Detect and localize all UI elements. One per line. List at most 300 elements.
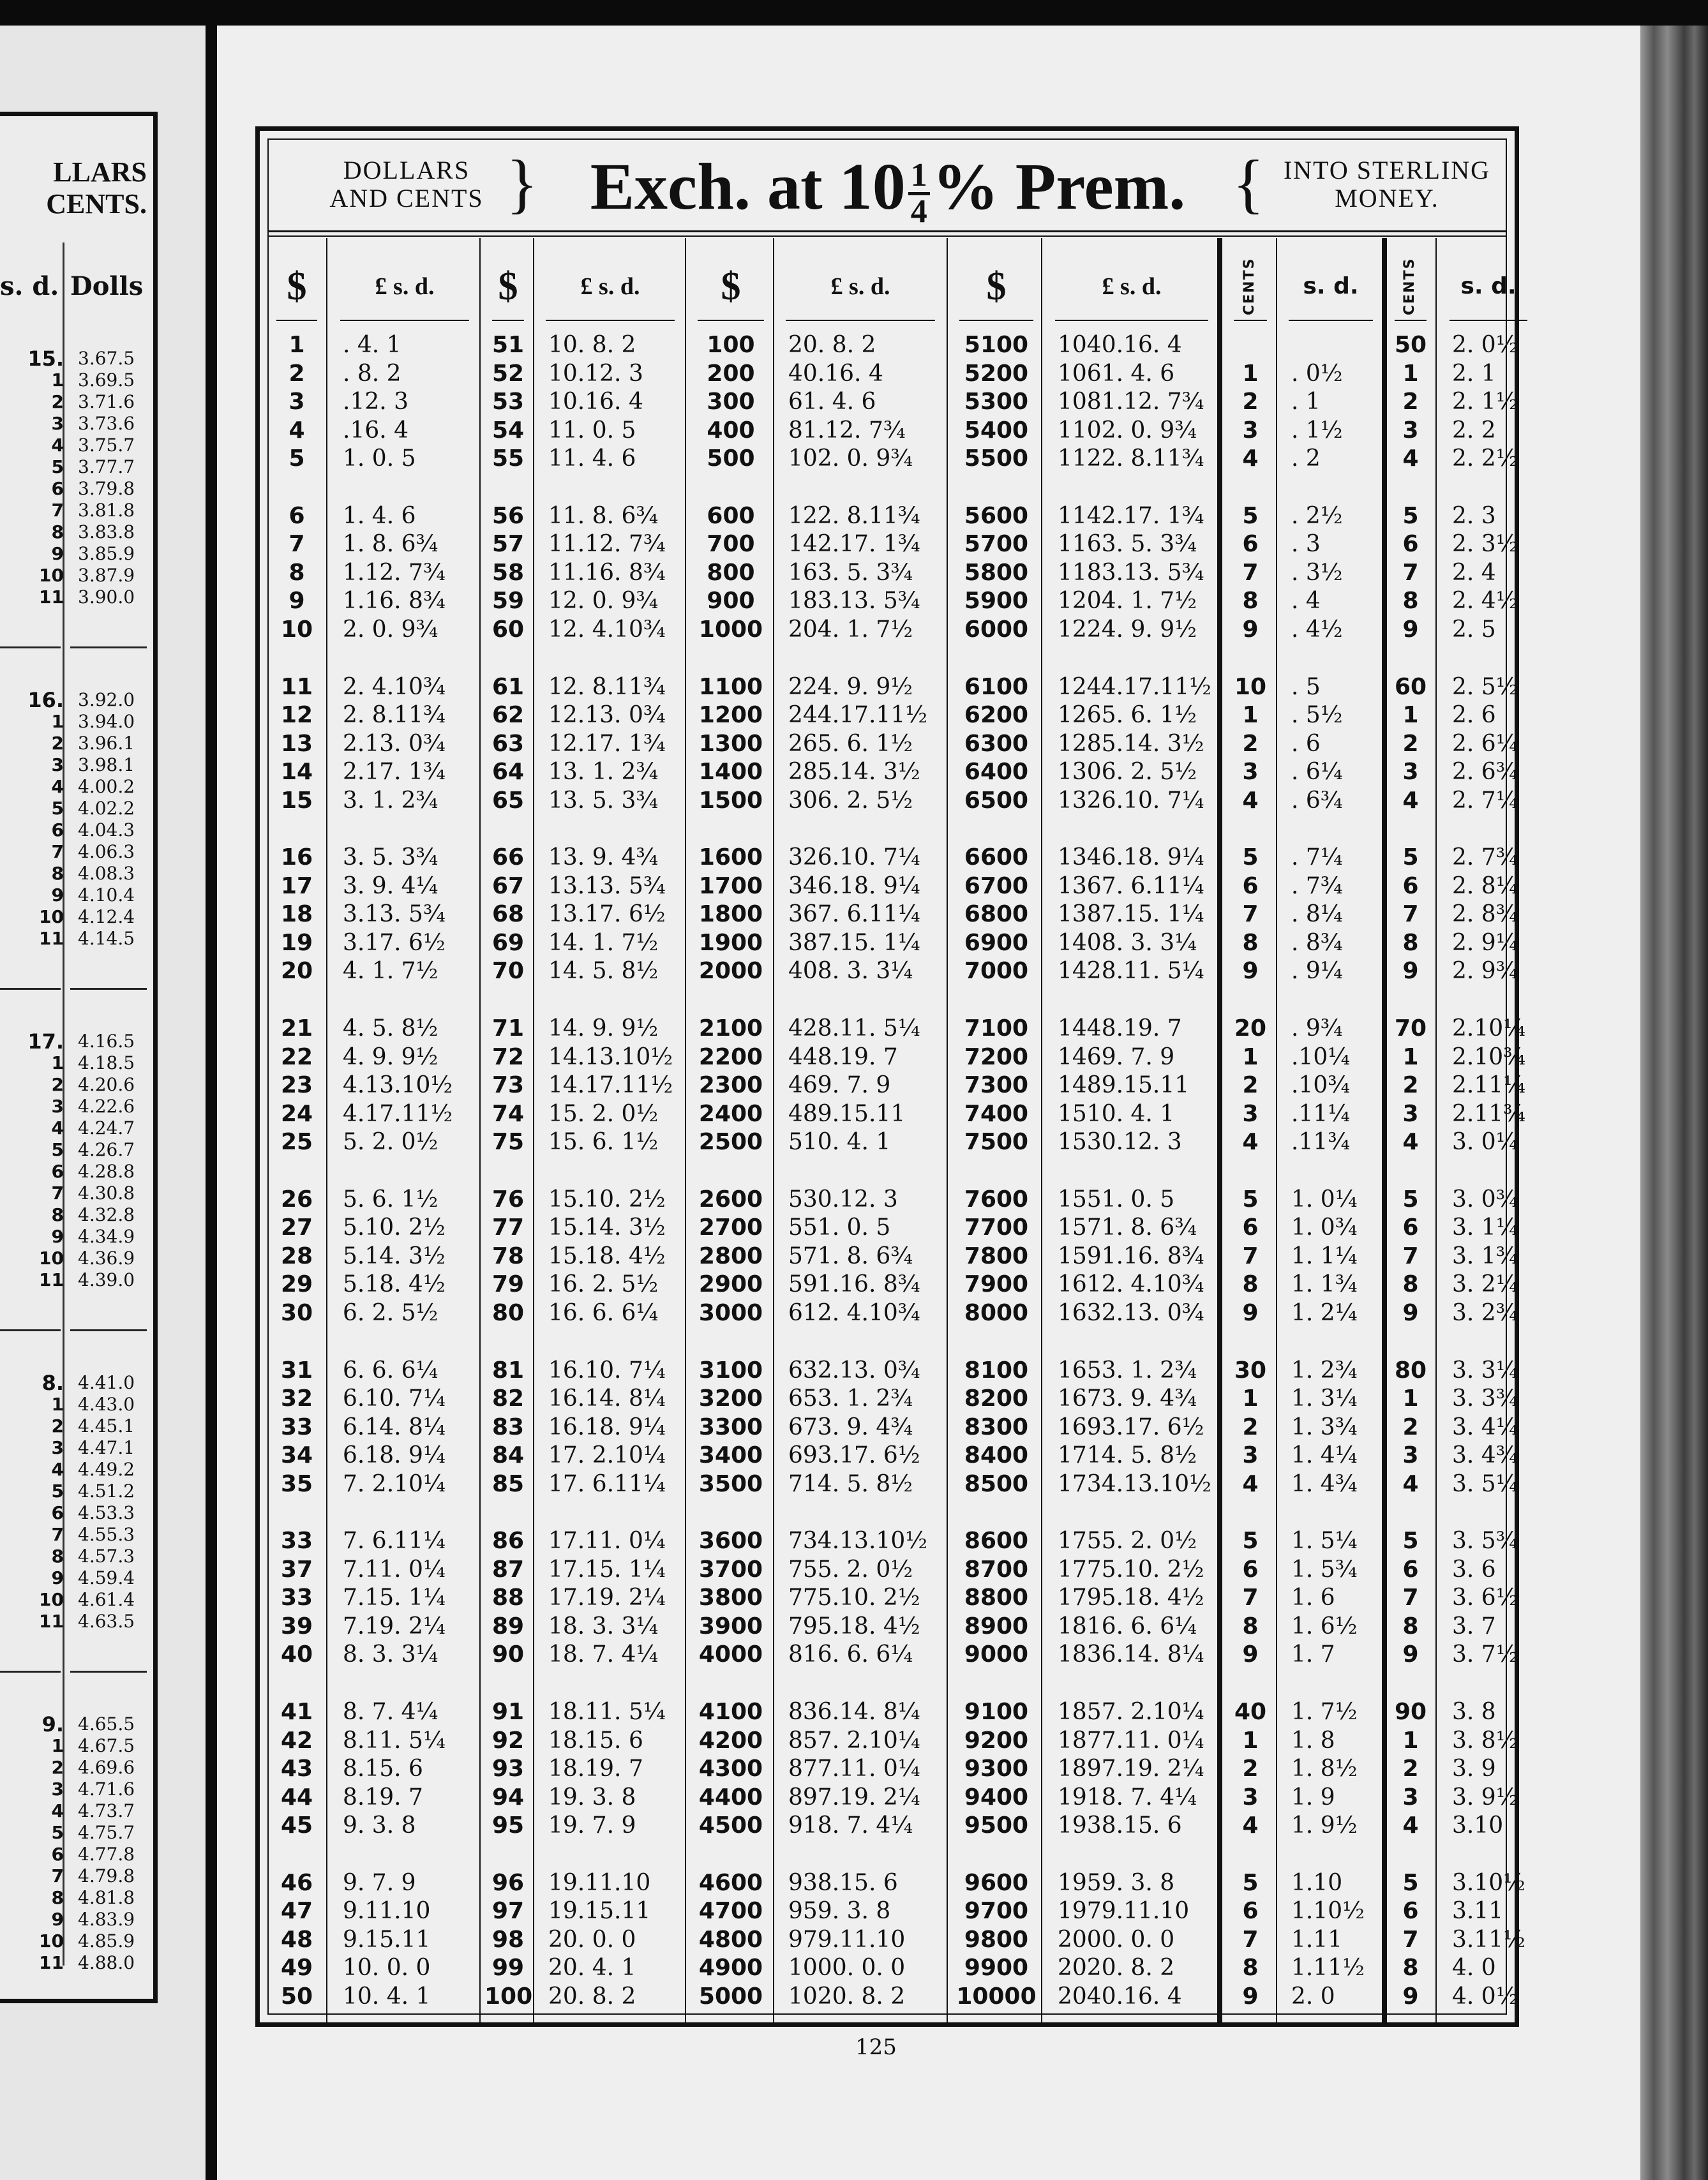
previous-page-pence: 8 <box>51 1546 64 1567</box>
dollar-amount: 5600 <box>964 502 1029 529</box>
previous-page-block-label: 16. <box>27 688 64 712</box>
dollar-amount: 6300 <box>964 730 1029 757</box>
shillings-pence-value: 1.11 <box>1291 1926 1343 1953</box>
previous-page-dollars: 4.10.4 <box>78 885 135 906</box>
shillings-pence-value: 3. 4¼ <box>1452 1414 1518 1440</box>
cents-amount: 6 <box>1242 1898 1259 1925</box>
sterling-value: 1346.18. 9¼ <box>1058 844 1204 871</box>
previous-page-dollars: 3.69.5 <box>78 370 135 391</box>
sterling-value: 469. 7. 9 <box>788 1072 891 1099</box>
title-rule-upper <box>269 230 1506 232</box>
sterling-value: 9. 7. 9 <box>343 1869 416 1896</box>
previous-page-row <box>0 1031 153 1052</box>
dollar-amount: 9900 <box>964 1955 1029 1982</box>
shillings-pence-value: 2. 9¾ <box>1452 958 1518 985</box>
previous-page-pence: 6 <box>51 478 64 499</box>
sterling-value: 1285.14. 3½ <box>1058 730 1204 757</box>
sterling-value: 1959. 3. 8 <box>1058 1869 1175 1896</box>
header-underline <box>698 320 764 321</box>
previous-page-row <box>0 1096 153 1117</box>
cents-amount: 2 <box>1242 730 1259 757</box>
sterling-value: 10. 8. 2 <box>548 332 636 358</box>
dollar-amount: 9000 <box>964 1641 1029 1668</box>
sterling-value: 2040.16. 4 <box>1058 1983 1182 2010</box>
shillings-pence-value: 3. 1¼ <box>1452 1214 1518 1241</box>
sterling-value: 897.19. 2¼ <box>788 1784 920 1810</box>
previous-page-dollars: 4.43.0 <box>78 1394 135 1415</box>
cents-amount: 2 <box>1402 1414 1419 1440</box>
sterling-value: 2.17. 1¾ <box>343 759 446 786</box>
previous-page-dollars: 4.55.3 <box>78 1524 135 1545</box>
previous-page-dollars: 4.75.7 <box>78 1822 135 1843</box>
sterling-value: 17.19. 2¼ <box>548 1585 666 1611</box>
cents-amount: 1 <box>1402 360 1419 387</box>
sterling-value: 653. 1. 2¾ <box>788 1385 913 1412</box>
previous-page-title-line-2: CENTS. <box>46 188 147 220</box>
cents-amount: 1 <box>1402 1043 1419 1070</box>
sterling-value: 1591.16. 8¾ <box>1058 1243 1204 1269</box>
dollar-amount: 4500 <box>698 1812 763 1839</box>
cents-amount: 2 <box>1402 730 1419 757</box>
dollar-amount: 800 <box>707 559 755 586</box>
shillings-pence-value: 2. 6 <box>1452 702 1496 729</box>
cents-amount: 7 <box>1242 559 1259 586</box>
title-left-line-1: DOLLARS <box>343 156 470 184</box>
previous-page-dollars: 4.77.8 <box>78 1844 135 1865</box>
previous-page-dollars: 3.75.7 <box>78 435 135 456</box>
cents-amount: 9 <box>1242 616 1259 643</box>
cents-amount: 4 <box>1402 1812 1419 1839</box>
previous-page-pence: 5 <box>51 1822 64 1843</box>
previous-page-dollars: 4.61.4 <box>78 1589 135 1610</box>
previous-page-row <box>0 1415 153 1437</box>
sterling-value: 12. 8.11¾ <box>548 673 666 700</box>
sterling-value: 12.13. 0¾ <box>548 702 666 729</box>
dollar-amount: 900 <box>707 588 755 615</box>
dollar-amount: 42 <box>280 1727 313 1754</box>
cents-amount: 70 <box>1394 1015 1427 1041</box>
sterling-value: 387.15. 1¼ <box>788 929 920 956</box>
cents-amount: 5 <box>1242 1869 1259 1896</box>
previous-page-row <box>0 733 153 754</box>
dollar-amount: 3800 <box>698 1585 763 1611</box>
previous-page-dollars: 4.51.2 <box>78 1481 135 1502</box>
sterling-value: 1734.13.10½ <box>1058 1470 1212 1497</box>
page-title <box>550 149 1226 228</box>
dollar-column-header: $ <box>986 265 1007 308</box>
previous-page-row <box>0 1204 153 1226</box>
sterling-value: 13. 9. 4¾ <box>548 844 659 871</box>
dollar-amount: 1700 <box>698 872 763 899</box>
cents-amount: 6 <box>1402 1214 1419 1241</box>
dollar-amount: 1 <box>288 332 305 358</box>
previous-page-pence: 10 <box>39 565 64 586</box>
previous-page-pence: 6 <box>51 1844 64 1865</box>
dollar-amount: 84 <box>491 1442 525 1469</box>
previous-page-pence: 8 <box>51 521 64 542</box>
previous-page-dollars: 4.49.2 <box>78 1459 135 1480</box>
cents-amount: 10 <box>1234 673 1267 700</box>
sterling-value: 2.13. 0¾ <box>343 730 446 757</box>
sterling-value: 612. 4.10¾ <box>788 1299 920 1326</box>
sterling-value: 9.11.10 <box>343 1898 431 1925</box>
sterling-value: 14. 5. 8½ <box>548 958 659 985</box>
sterling-value: 17. 6.11¼ <box>548 1470 666 1497</box>
sterling-value: 857. 2.10¼ <box>788 1727 920 1754</box>
dollar-amount: 30 <box>280 1299 313 1326</box>
dollar-amount: 4000 <box>698 1641 763 1668</box>
shillings-pence-value: 4. 0 <box>1452 1955 1496 1982</box>
previous-page-row <box>0 1524 153 1546</box>
header-underline <box>1395 320 1427 321</box>
previous-page-pence: 3 <box>51 754 64 775</box>
sterling-value: 1387.15. 1¼ <box>1058 901 1204 928</box>
previous-page-pence: 2 <box>51 1415 64 1437</box>
previous-page-separator <box>0 1671 61 1673</box>
cents-amount: 1 <box>1242 360 1259 387</box>
sterling-value: 1673. 9. 4¾ <box>1058 1385 1197 1412</box>
previous-page-pence: 1 <box>51 1394 64 1415</box>
dollar-amount: 28 <box>280 1243 313 1269</box>
shillings-pence-value: 2. 5½ <box>1452 673 1518 700</box>
sterling-value: 15. 2. 0½ <box>548 1100 659 1127</box>
previous-page-separator <box>70 1671 147 1673</box>
dollar-amount: 61 <box>491 673 525 700</box>
previous-page-pence: 7 <box>51 841 64 862</box>
dollar-amount: 55 <box>491 445 525 472</box>
dollar-amount: 11 <box>280 673 313 700</box>
previous-page-separator <box>70 988 147 990</box>
sterling-value: 1979.11.10 <box>1058 1898 1190 1925</box>
sterling-value: 1. 4. 6 <box>343 502 416 529</box>
dollar-amount: 5400 <box>964 417 1029 444</box>
cents-amount: 5 <box>1402 502 1419 529</box>
sterling-value: 448.19. 7 <box>788 1043 898 1070</box>
cents-amount: 3 <box>1402 1100 1419 1127</box>
previous-page-dollars: 4.81.8 <box>78 1887 135 1908</box>
dollar-amount: 9100 <box>964 1699 1029 1725</box>
dollar-amount: 83 <box>491 1414 525 1440</box>
sterling-value: 7. 2.10¼ <box>343 1470 446 1497</box>
sterling-value: 346.18. 9¼ <box>788 872 920 899</box>
shillings-pence-value: 2. 6¾ <box>1452 759 1518 786</box>
cents-amount: 2 <box>1402 1072 1419 1099</box>
sterling-value: 367. 6.11¼ <box>788 901 920 928</box>
shillings-pence-value: 1. 7 <box>1291 1641 1335 1668</box>
dollar-amount: 2100 <box>698 1015 763 1041</box>
previous-page-pence: 9 <box>51 885 64 906</box>
cents-amount: 5 <box>1402 844 1419 871</box>
dollar-amount: 1300 <box>698 730 763 757</box>
previous-page-dollars: 3.83.8 <box>78 521 135 542</box>
previous-page-dollars: 4.36.9 <box>78 1248 135 1269</box>
sterling-value: 6. 6. 6¼ <box>343 1357 438 1384</box>
dollar-amount: 8700 <box>964 1556 1029 1583</box>
dollar-amount: 5800 <box>964 559 1029 586</box>
dollar-amount: 3100 <box>698 1357 763 1384</box>
sterling-value: 1469. 7. 9 <box>1058 1043 1175 1070</box>
dollar-amount: 98 <box>491 1926 525 1953</box>
cents-amount: 9 <box>1402 958 1419 985</box>
sterling-value: 5. 2. 0½ <box>343 1129 438 1156</box>
dollar-amount: 44 <box>280 1784 313 1810</box>
dollar-amount: 45 <box>280 1812 313 1839</box>
sterling-value: 15.14. 3½ <box>548 1214 666 1241</box>
shillings-pence-value: 1.11½ <box>1291 1955 1365 1982</box>
shillings-pence-value: . 4 <box>1291 588 1321 615</box>
dollar-amount: 51 <box>491 332 525 358</box>
dollar-amount: 9200 <box>964 1727 1029 1754</box>
cents-amount: 3 <box>1242 1442 1259 1469</box>
sterling-value: 14.17.11½ <box>548 1072 673 1099</box>
lsd-column-header: £ s. d. <box>1102 273 1162 300</box>
previous-page-pence: 9 <box>51 543 64 564</box>
cents-amount: 2 <box>1402 389 1419 415</box>
shillings-pence-value: . 8¼ <box>1291 901 1343 928</box>
cents-amount: 8 <box>1242 1613 1259 1639</box>
sterling-value: 5.18. 4½ <box>343 1271 446 1298</box>
sterling-value: 1857. 2.10¼ <box>1058 1699 1204 1725</box>
dollar-amount: 94 <box>491 1784 525 1810</box>
previous-page-dollars: 4.39.0 <box>78 1269 135 1290</box>
sterling-value: 18.15. 6 <box>548 1727 643 1754</box>
dollar-amount: 5700 <box>964 531 1029 558</box>
cents-amount: 8 <box>1242 588 1259 615</box>
cents-amount: 80 <box>1394 1357 1427 1384</box>
sterling-value: 122. 8.11¾ <box>788 502 920 529</box>
title-suffix: Prem. <box>1015 150 1186 223</box>
sterling-value: 8.19. 7 <box>343 1784 423 1810</box>
page-number: 125 <box>855 2034 897 2060</box>
previous-page-row <box>0 1952 153 1974</box>
previous-page-row <box>0 1481 153 1502</box>
previous-page-row <box>0 370 153 391</box>
dollar-amount: 1200 <box>698 702 763 729</box>
cents-amount: 6 <box>1242 872 1259 899</box>
previous-page-pence: 1 <box>51 1735 64 1756</box>
sterling-value: 1897.19. 2¼ <box>1058 1756 1204 1782</box>
sterling-value: 20. 4. 1 <box>548 1955 636 1982</box>
sterling-value: 1081.12. 7¾ <box>1058 389 1204 415</box>
lsd-column-header: £ s. d. <box>580 273 640 300</box>
lsd-column-header: £ s. d. <box>375 273 435 300</box>
sd-column-header: s. d. <box>1303 273 1359 299</box>
sterling-value: 2. 8.11¾ <box>343 702 446 729</box>
shillings-pence-value: 3. 1¾ <box>1452 1243 1518 1269</box>
sterling-value: 17.11. 0¼ <box>548 1528 666 1555</box>
previous-page-row <box>0 689 153 711</box>
cents-amount: 4 <box>1402 1129 1419 1156</box>
column-rule <box>533 238 534 2025</box>
cents-amount: 3 <box>1242 417 1259 444</box>
dollar-amount: 21 <box>280 1015 313 1041</box>
sterling-value: 14. 9. 9½ <box>548 1015 659 1041</box>
dollar-amount: 9300 <box>964 1756 1029 1782</box>
sterling-value: 918. 7. 4¼ <box>788 1812 913 1839</box>
dollar-amount: 8000 <box>964 1299 1029 1326</box>
cents-amount: 9 <box>1402 1299 1419 1326</box>
cents-amount: 7 <box>1402 1243 1419 1269</box>
shillings-pence-value: 3. 8½ <box>1452 1727 1518 1754</box>
dollar-amount: 2 <box>288 360 305 387</box>
shillings-pence-value: 1. 7½ <box>1291 1699 1358 1725</box>
previous-page-row <box>0 1887 153 1909</box>
sterling-value: 734.13.10½ <box>788 1528 928 1555</box>
cents-amount: 1 <box>1402 1385 1419 1412</box>
shillings-pence-value: 1. 4¾ <box>1291 1470 1358 1497</box>
shillings-pence-value: . 2½ <box>1291 502 1343 529</box>
dollar-amount: 9700 <box>964 1898 1029 1925</box>
previous-page-row <box>0 819 153 841</box>
column-rule <box>947 238 948 2025</box>
sterling-value: 1795.18. 4½ <box>1058 1585 1204 1611</box>
sterling-value: 10. 4. 1 <box>343 1983 431 2010</box>
cents-amount: 4 <box>1402 445 1419 472</box>
previous-page-dollars: 4.20.6 <box>78 1074 135 1095</box>
dollar-amount: 700 <box>707 531 755 558</box>
previous-page-dollars: 4.73.7 <box>78 1800 135 1821</box>
sterling-value: 551. 0. 5 <box>788 1214 891 1241</box>
previous-page-row <box>0 391 153 413</box>
shillings-pence-value: 3. 7 <box>1452 1613 1496 1639</box>
dollar-amount: 12 <box>280 702 313 729</box>
dollar-amount: 88 <box>491 1585 525 1611</box>
shillings-pence-value: 1. 2¼ <box>1291 1299 1358 1326</box>
dollar-amount: 2200 <box>698 1043 763 1070</box>
sterling-value: 1040.16. 4 <box>1058 332 1182 358</box>
shillings-pence-value: 1. 5¼ <box>1291 1528 1358 1555</box>
dollar-amount: 7100 <box>964 1015 1029 1041</box>
dollar-amount: 23 <box>280 1072 313 1099</box>
sterling-value: .12. 3 <box>343 389 409 415</box>
dollar-amount: 6100 <box>964 673 1029 700</box>
shillings-pence-value: 3. 4¾ <box>1452 1442 1518 1469</box>
left-brace: } <box>506 147 538 220</box>
previous-page-dollars: 4.28.8 <box>78 1161 135 1182</box>
previous-page-row <box>0 1713 153 1735</box>
sterling-value: 20. 0. 0 <box>548 1926 636 1953</box>
sterling-value: 1714. 5. 8½ <box>1058 1442 1197 1469</box>
cents-amount: 7 <box>1242 1243 1259 1269</box>
previous-page-pence: 5 <box>51 456 64 477</box>
previous-page-dollars: 4.88.0 <box>78 1952 135 1973</box>
previous-page-pence: 7 <box>51 500 64 521</box>
shillings-pence-value: 1. 9 <box>1291 1784 1335 1810</box>
sterling-value: 17. 2.10¼ <box>548 1442 666 1469</box>
shillings-pence-value: . 0½ <box>1291 360 1343 387</box>
cents-amount: 1 <box>1402 1727 1419 1754</box>
shillings-pence-value: 1. 6½ <box>1291 1613 1358 1639</box>
previous-page-pence: 3 <box>51 413 64 434</box>
dollar-amount: 4400 <box>698 1784 763 1810</box>
sterling-value: 1244.17.11½ <box>1058 673 1212 700</box>
dollar-amount: 65 <box>491 787 525 814</box>
cents-amount: 2 <box>1402 1756 1419 1782</box>
cents-amount: 8 <box>1402 588 1419 615</box>
sterling-value: 10. 0. 0 <box>343 1955 431 1982</box>
shillings-pence-value: . 3½ <box>1291 559 1343 586</box>
cents-amount: 1 <box>1402 702 1419 729</box>
lsd-column-header: £ s. d. <box>830 273 890 300</box>
previous-page-pence: 11 <box>39 586 64 608</box>
sterling-value: 142.17. 1¾ <box>788 531 920 558</box>
shillings-pence-value: 1.10½ <box>1291 1898 1365 1925</box>
previous-page-separator <box>0 646 61 648</box>
previous-page-row <box>0 1546 153 1567</box>
cents-amount: 3 <box>1402 417 1419 444</box>
previous-page-row <box>0 500 153 521</box>
previous-page-row <box>0 1248 153 1269</box>
sterling-value: 8.15. 6 <box>343 1756 423 1782</box>
dollar-amount: 76 <box>491 1186 525 1213</box>
previous-page-row <box>0 565 153 586</box>
cents-amount: 2 <box>1242 389 1259 415</box>
previous-page-dollars: 3.71.6 <box>78 391 135 412</box>
sterling-value: 1489.15.11 <box>1058 1072 1190 1099</box>
dollar-amount: 41 <box>280 1699 313 1725</box>
previous-page-row <box>0 521 153 543</box>
sterling-value: 1775.10. 2½ <box>1058 1556 1204 1583</box>
sterling-value: 938.15. 6 <box>788 1869 898 1896</box>
dollar-amount: 64 <box>491 759 525 786</box>
dollar-amount: 6800 <box>964 901 1029 928</box>
cents-amount: 7 <box>1402 559 1419 586</box>
sterling-value: 9. 3. 8 <box>343 1812 416 1839</box>
dollar-amount: 19 <box>280 929 313 956</box>
dollar-amount: 40 <box>280 1641 313 1668</box>
dollar-amount: 6700 <box>964 872 1029 899</box>
previous-page-row <box>0 1909 153 1930</box>
previous-page-pence: 5 <box>51 798 64 819</box>
cents-amount: 4 <box>1242 1812 1259 1839</box>
previous-page-dollars: 4.69.6 <box>78 1757 135 1778</box>
previous-page-dollars: 3.96.1 <box>78 733 135 754</box>
shillings-pence-value: 2. 0 <box>1291 1983 1335 2010</box>
sterling-value: 18. 7. 4¼ <box>548 1641 659 1668</box>
previous-page-dollars: 4.47.1 <box>78 1437 135 1458</box>
sterling-value: 1938.15. 6 <box>1058 1812 1182 1839</box>
dollar-amount: 80 <box>491 1299 525 1326</box>
shillings-pence-value: 4. 0½ <box>1452 1983 1518 2010</box>
shillings-pence-value: 3. 9 <box>1452 1756 1496 1782</box>
sterling-value: 6.10. 7¼ <box>343 1385 446 1412</box>
shillings-pence-value: 3. 5¾ <box>1452 1528 1518 1555</box>
shillings-pence-value: 1. 1¾ <box>1291 1271 1358 1298</box>
sterling-value: 7.11. 0¼ <box>343 1556 446 1583</box>
cents-amount: 5 <box>1242 1186 1259 1213</box>
dollar-amount: 3200 <box>698 1385 763 1412</box>
dollar-amount: 35 <box>280 1470 313 1497</box>
sterling-value: 4. 5. 8½ <box>343 1015 438 1041</box>
sterling-value: 1571. 8. 6¾ <box>1058 1214 1197 1241</box>
sterling-value: 13. 1. 2¾ <box>548 759 659 786</box>
previous-page-pence: 1 <box>51 711 64 732</box>
previous-page-pence: 11 <box>39 1269 64 1290</box>
sterling-value: 10.12. 3 <box>548 360 643 387</box>
right-brace: { <box>1232 147 1264 220</box>
sterling-value: 489.15.11 <box>788 1100 906 1127</box>
dollar-amount: 4100 <box>698 1699 763 1725</box>
dollar-amount: 100 <box>484 1983 533 2010</box>
dollar-amount: 63 <box>491 730 525 757</box>
previous-page-dollars: 4.34.9 <box>78 1226 135 1247</box>
dollar-amount: 70 <box>491 958 525 985</box>
dollar-amount: 50 <box>280 1983 313 2010</box>
sterling-value: 19.15.11 <box>548 1898 651 1925</box>
column-rule <box>1276 238 1277 2025</box>
dollar-amount: 53 <box>491 389 525 415</box>
dollar-amount: 2800 <box>698 1243 763 1269</box>
